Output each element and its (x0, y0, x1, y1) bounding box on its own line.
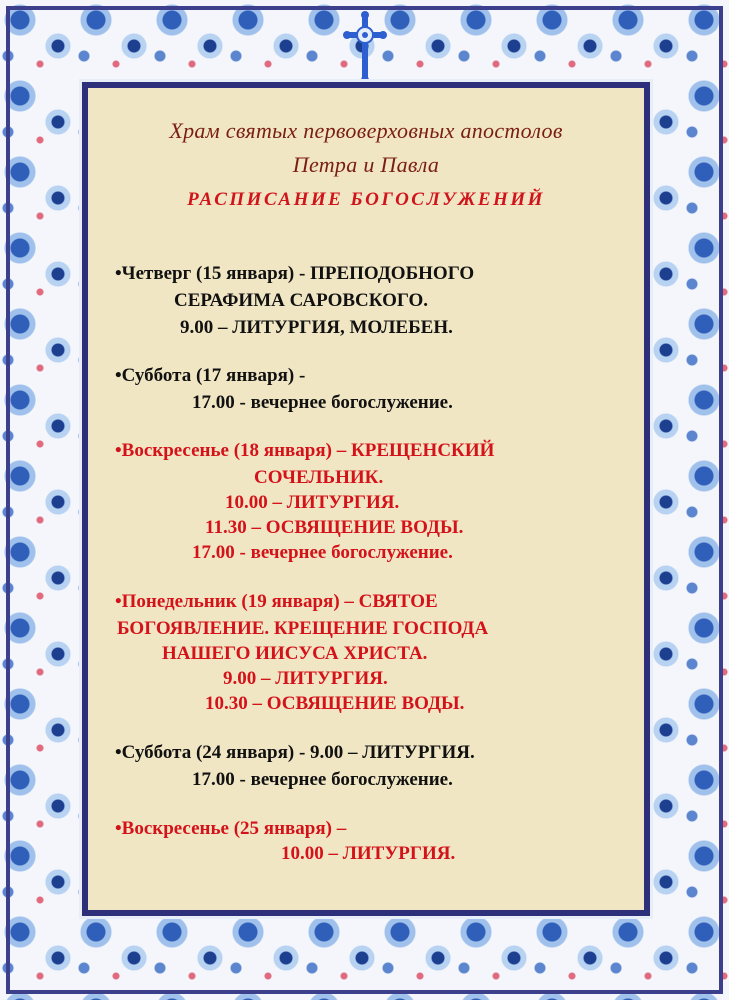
schedule-line: 9.00 – ЛИТУРГИЯ, МОЛЕБЕН. (180, 317, 453, 338)
schedule-line: НАШЕГО ИИСУСА ХРИСТА. (162, 643, 428, 664)
schedule-panel (88, 88, 644, 910)
schedule-line: 10.30 – ОСВЯЩЕНИЕ ВОДЫ. (205, 693, 465, 714)
schedule-line: СЕРАФИМА САРОВСКОГО. (174, 290, 428, 311)
schedule-line: •Воскресенье (18 января) – КРЕЩЕНСКИЙ (115, 440, 495, 461)
schedule-line: 10.00 – ЛИТУРГИЯ. (281, 843, 456, 864)
orthodox-cross-icon (340, 10, 390, 88)
schedule-line: •Воскресенье (25 января) – (115, 818, 347, 839)
schedule-line: 10.00 – ЛИТУРГИЯ. (225, 492, 400, 513)
schedule-line: 17.00 - вечернее богослужение. (192, 392, 453, 413)
schedule-line: •Понедельник (19 января) – СВЯТОЕ (115, 591, 438, 612)
schedule-line: 9.00 – ЛИТУРГИЯ. (223, 668, 388, 689)
church-name-line2: Петра и Павла (292, 152, 440, 177)
church-name-line1: Храм святых первоверховных апостолов (169, 118, 563, 143)
schedule-line: •Суббота (24 января) - 9.00 – ЛИТУРГИЯ. (115, 742, 475, 763)
schedule-line: 17.00 - вечернее богослужение. (192, 769, 453, 790)
schedule-line: СОЧЕЛЬНИК. (254, 467, 384, 488)
schedule-line: 17.00 - вечернее богослужение. (192, 542, 453, 563)
schedule-heading: РАСПИСАНИЕ БОГОСЛУЖЕНИЙ (187, 189, 545, 210)
schedule-line: 11.30 – ОСВЯЩЕНИЕ ВОДЫ. (205, 517, 464, 538)
schedule-line: •Суббота (17 января) - (115, 365, 306, 386)
schedule-line: •Четверг (15 января) - ПРЕПОДОБНОГО (115, 263, 475, 284)
schedule-line: БОГОЯВЛЕНИЕ. КРЕЩЕНИЕ ГОСПОДА (117, 618, 489, 639)
